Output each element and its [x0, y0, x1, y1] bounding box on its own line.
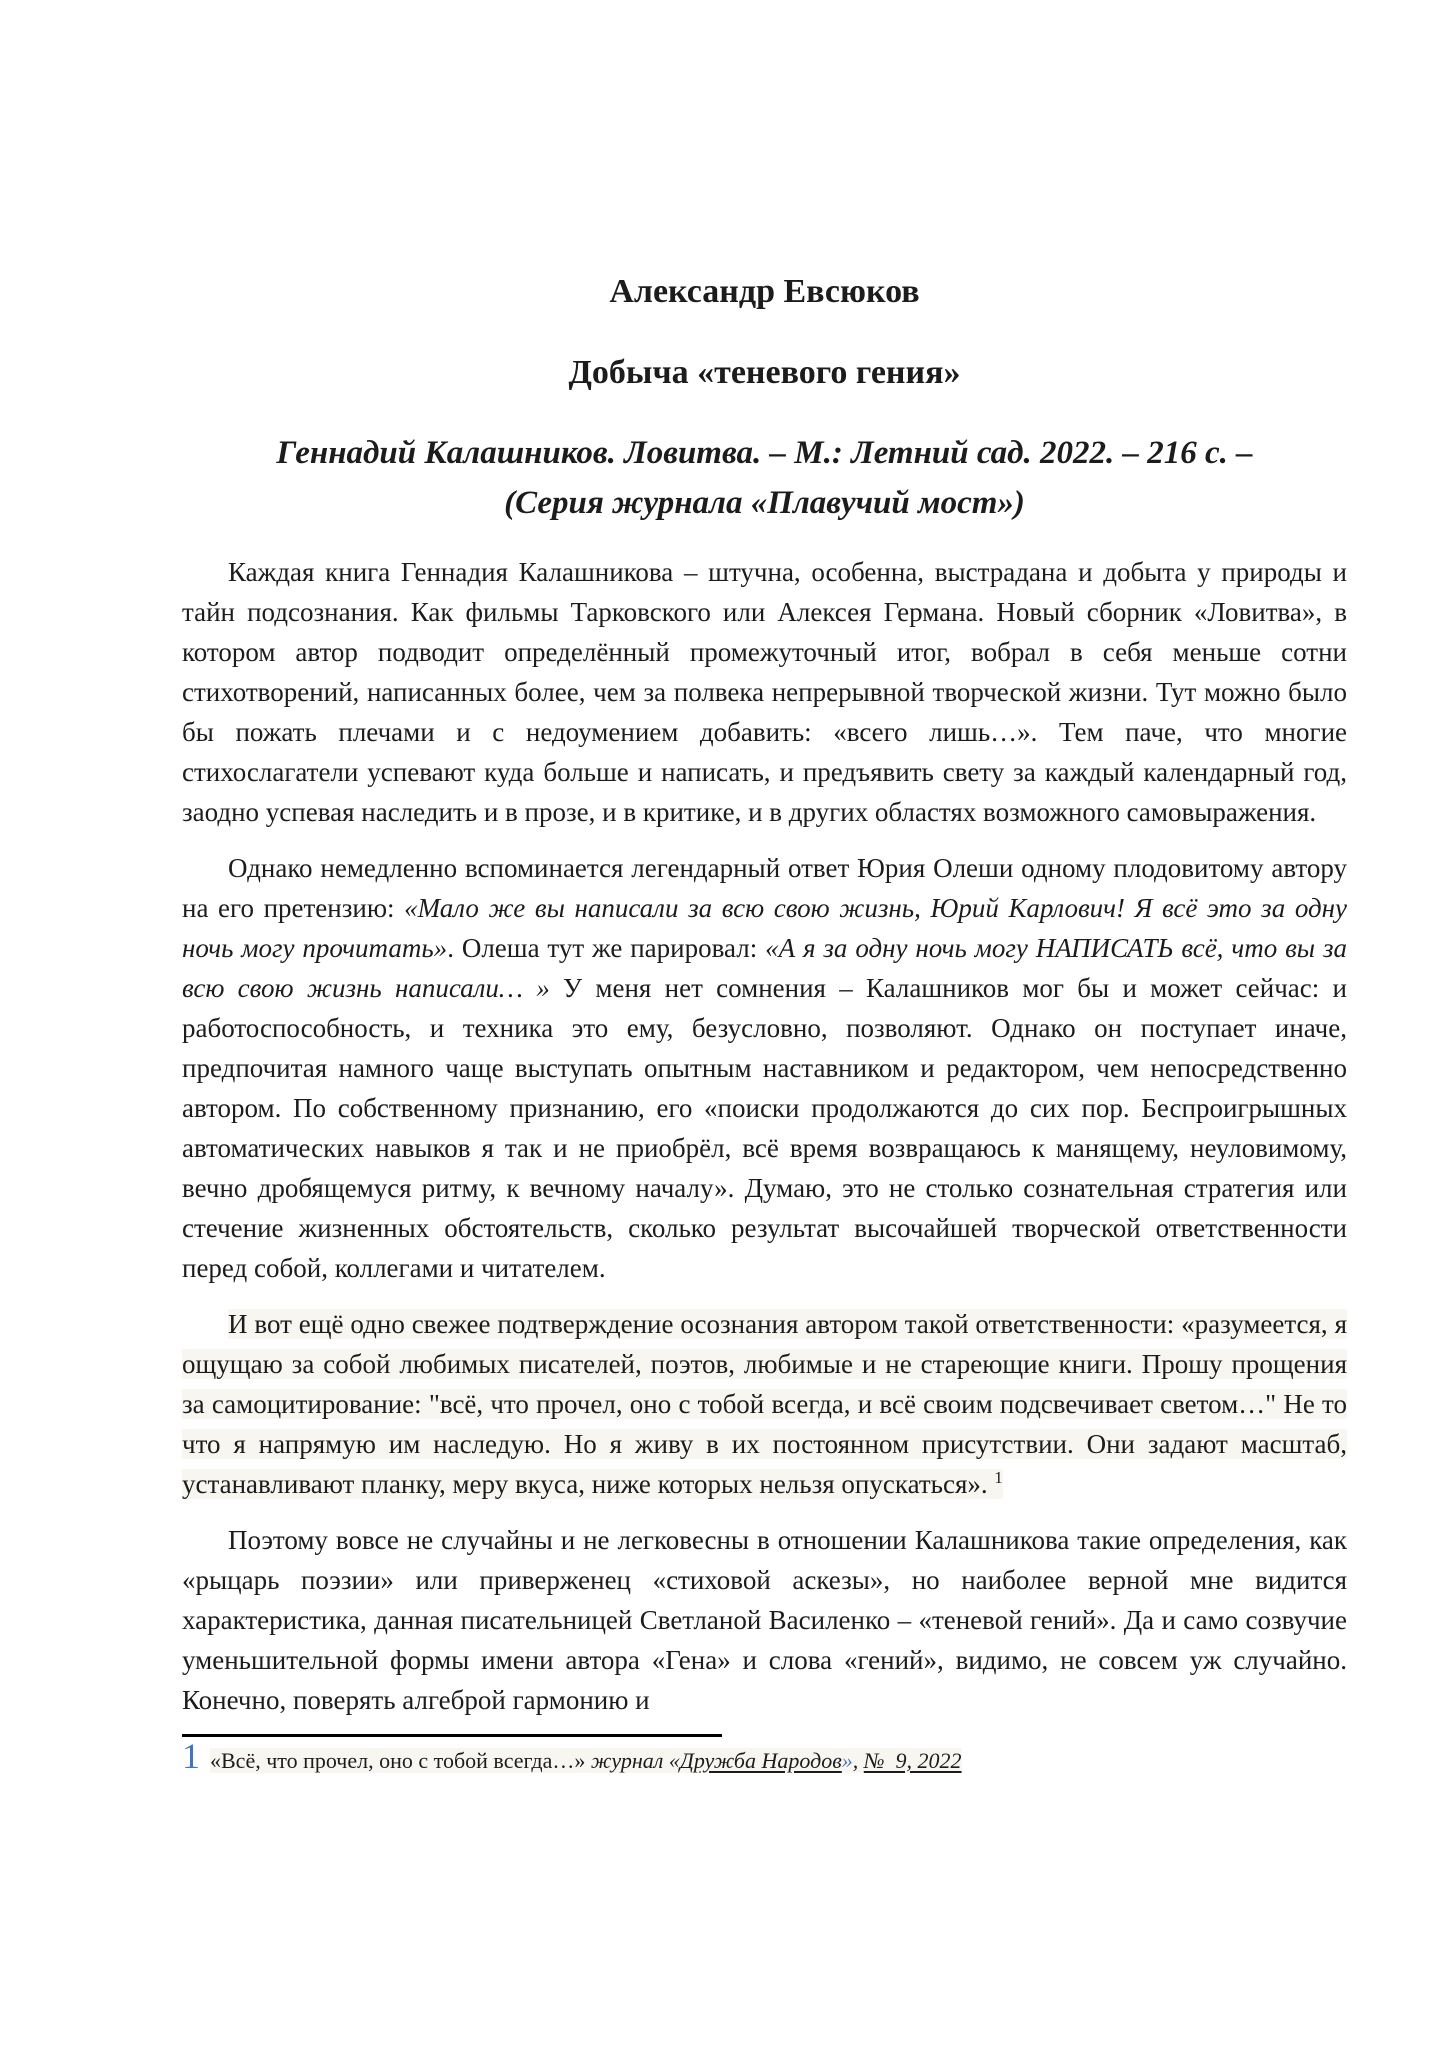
- bibliography-subtitle: [182, 428, 1347, 528]
- paragraph-3: [182, 1304, 1347, 1504]
- footnote-separator: [182, 1734, 722, 1737]
- footnote-text: [210, 1748, 962, 1773]
- text-run: «Мало же вы написали за всю свою жизнь, Юрий Карлович! Я всё это за одну ночь могу прочитать»: [182, 892, 1347, 963]
- text-run: »: [841, 1747, 853, 1773]
- title-heading: Добыча «теневого гения»: [568, 354, 961, 392]
- text-run: Поэтому вовсе не случайны и не легковесны в отношении Калашникова такие определения, как «рыцарь поэзии» или приверженец «стиховой аскезы», но наиболее верной мне видится характеристика, данная писательницей Светланой Василенко – «теневой гений». Да и само созвучие уменьшительной формы имени автора «Гена» и слова «гений», видимо, не совсем уж случайно. Конечно, поверять алгеброй гармонию и: [182, 1524, 1347, 1715]
- paragraph-1: [182, 552, 1347, 832]
- footnote-issue-link[interactable]: № 9, 2022: [863, 1747, 962, 1773]
- paragraph-2: [182, 848, 1347, 1288]
- footnote: [182, 1735, 1347, 1777]
- author-heading: Александр Евсюков: [609, 273, 920, 310]
- paragraph-4: [182, 1520, 1347, 1720]
- text-run: У меня нет сомнения – Калашников мог бы и может сейчас: и работоспособность, и техника это ему, безусловно, позволяют. Однако он поступает иначе, предпочитая намного чаще выступать опытным наставником и редактором, чем непосредственно автором. По собственному признанию, его «поиски продолжаются до сих пор. Беспроигрышных автоматических навыков я так и не приобрёл, всё время возвращаюсь к манящему, неуловимому, вечно дробящемуся ритму, к вечному началу». Думаю, это не столько сознательная стратегия или стечение жизненных обстоятельств, сколько результат высочайшей творческой ответственности перед собой, коллегами и читателем.: [182, 972, 1347, 1283]
- text-run: . Олеша тут же парировал:: [447, 932, 766, 963]
- footnote-reference-marker: 1: [994, 1467, 1003, 1487]
- text-run: И вот ещё одно свежее подтверждение осознания автором такой ответственности: «разумеется, я ощущаю за собой любимых писателей, поэтов, любимые и не стареющие книги. Прошу прощения за самоцитирование: "всё, что прочел, оно с тобой всегда, и всё своим подсвечивает светом…" Не то что я напрямую им наследую. Но я живу в их постоянном присутствии. Они задают масштаб, устанавливают планку, меру вкуса, ниже которых нельзя опускаться».: [182, 1308, 1347, 1499]
- text-run: Каждая книга Геннадия Калашникова – штучна, особенна, выстрадана и добыта у природы и тайн подсознания. Как фильмы Тарковского или Алексея Германа. Новый сборник «Ловитва», в котором автор подводит определённый промежуточный итог, вобрал в себя меньше сотни стихотворений, написанных более, чем за полвека непрерывной творческой жизни. Тут можно было бы пожать плечами и с недоумением добавить: «всего лишь…». Тем паче, что многие стихослагатели успевают куда больше и написать, и предъявить свету за каждый календарный год, заодно успевая наследить и в прозе, и в критике, и в других областях возможного самовыражения.: [182, 556, 1347, 827]
- text-run: Однако немедленно вспоминается легендарный ответ Юрия Олеши одному плодовитому автору на его претензию:: [182, 852, 1347, 923]
- text-run: «А я за одну ночь могу НАПИСАТЬ всё, что вы за всю свою жизнь написали… »: [182, 932, 1347, 1003]
- text-run: журнал «: [590, 1747, 680, 1773]
- text-run: ,: [852, 1747, 864, 1773]
- footnote-number: 1: [182, 1735, 200, 1776]
- highlighted-passage: [182, 1309, 1347, 1499]
- footnote-journal-link[interactable]: Дружба Народов: [679, 1747, 842, 1773]
- subtitle-line-1: Геннадий Калашников. Ловитва. – М.: Летний сад. 2022. – 216 с. –: [276, 434, 1253, 471]
- text-run: «Всё, что прочел, оно с тобой всегда…»: [210, 1747, 591, 1773]
- subtitle-line-2: (Серия журнала «Плавучий мост»): [504, 484, 1025, 521]
